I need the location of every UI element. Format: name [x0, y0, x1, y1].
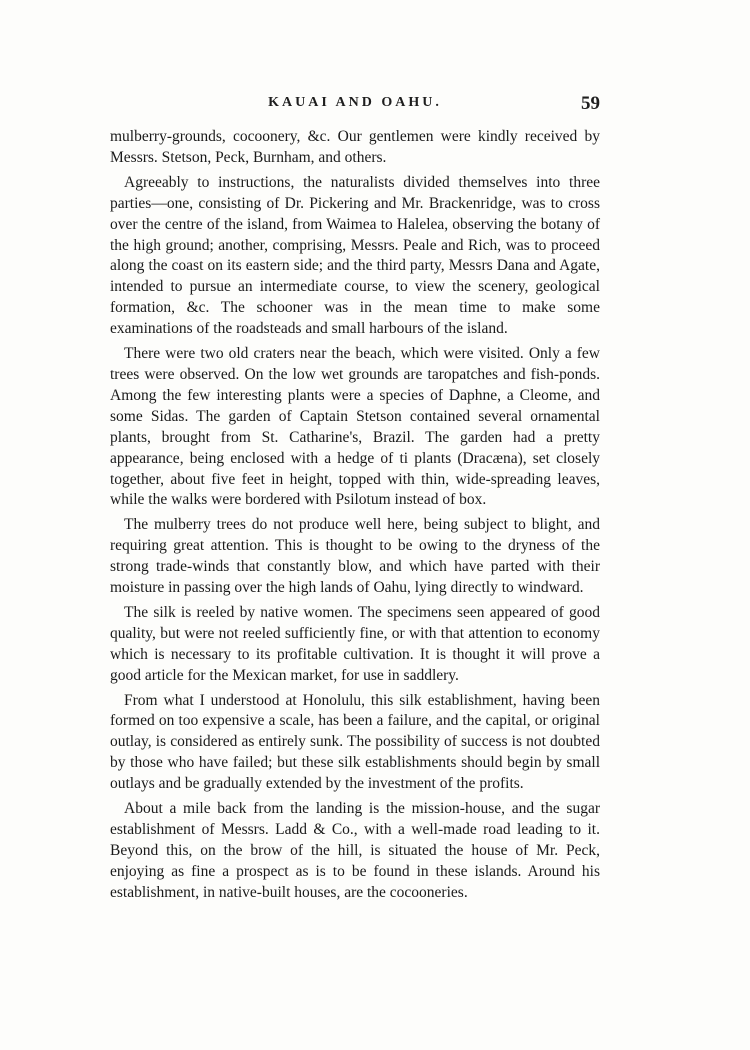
running-head	[110, 93, 600, 119]
body-text	[110, 127, 600, 908]
page-number: 59	[581, 93, 600, 114]
running-title: KAUAI AND OAHU.	[268, 95, 442, 110]
paragraph-mulberry: The mulberry trees do not produce well here, being subject to blight, and requiring great attention. This is thought to be owing to the dryness of the strong trade-winds that constantly blow, and which have parted with their moisture in passing over the high lands of Oahu, lying directly to windward.	[110, 516, 600, 597]
paragraph-naturalists: Agreeably to instructions, the naturalists divided themselves into three parties—one, consisting of Dr. Pickering and Mr. Brackenridge, was to cross over the centre of the island, from Waimea to Halelea, observing the botany of the high ground; another, comprising, Messrs. Peale and Rich, was to proceed along the coast on its eastern side; and the third party, Messrs Dana and Agate, intended to pursue an intermediate course, to view the scenery, geological formation, &c. The schooner was in the mean time to make some examinations of the roadsteads and small harbours of the island.	[110, 173, 600, 338]
paragraph-continued: mulberry-grounds, cocoonery, &c. Our gentlemen were kindly received by Messrs. Stetson, Peck, Burnham, and others.	[110, 128, 600, 166]
paragraph-craters: There were two old craters near the beach, which were visited. Only a few trees were observed. On the low wet grounds are taropatches and fish-ponds. Among the few interesting plants were a species of Daphne, a Cleome, and some Sidas. The garden of Captain Stetson contained several ornamental plants, brought from St. Catharine's, Brazil. The garden had a pretty appearance, being enclosed with a hedge of ti plants (Dracæna), set closely together, about five feet in height, topped with thin, wide-spreading leaves, while the walks were bordered with Psilotum instead of box.	[110, 345, 600, 509]
paragraph-silk: The silk is reeled by native women. The specimens seen appeared of good quality, but were not reeled sufficiently fine, or with that attention to economy which is necessary to its profitable cultivation. It is thought it will prove a good article for the Mexican market, for use in saddlery.	[110, 603, 600, 684]
paragraph-mission-house: About a mile back from the landing is the mission-house, and the sugar establishment of Messrs. Ladd & Co., with a well-made road leading to it. Beyond this, on the brow of the hill, is situated the house of Mr. Peck, enjoying as fine a prospect as is to be found in these islands. Around his establishment, in native-built houses, are the cocooneries.	[110, 800, 600, 901]
paragraph-honolulu: From what I understood at Honolulu, this silk establishment, having been formed on too expensive a scale, has been a failure, and the capital, or original outlay, is considered as entirely sunk. The possibility of success is not doubted by those who have failed; but these silk establishments should begin by small outlays and be gradually extended by the investment of the profits.	[110, 691, 600, 793]
